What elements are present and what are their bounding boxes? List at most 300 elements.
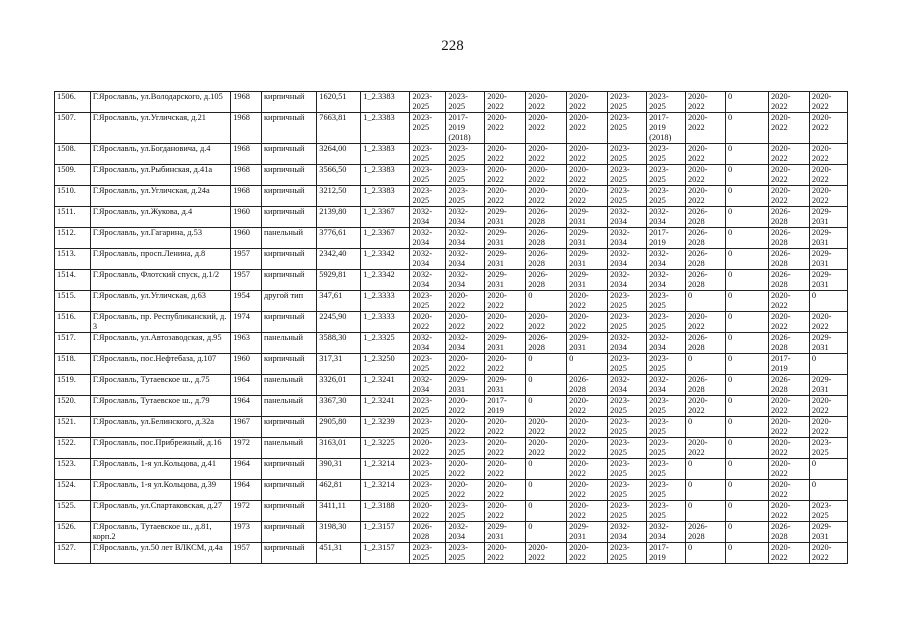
- area-cell: 3411,11: [317, 501, 361, 522]
- period-1-cell: 2023-2025: [410, 92, 446, 113]
- period-5-cell: 2020-2022: [567, 291, 608, 312]
- period-8-cell: 0: [685, 354, 725, 375]
- period-5-cell: 2020-2022: [567, 480, 608, 501]
- period-2-cell: 2020-2022: [446, 417, 485, 438]
- code-cell: 1_2.3241: [361, 375, 410, 396]
- period-8-cell: 0: [685, 501, 725, 522]
- year-built-cell: 1964: [231, 480, 262, 501]
- code-cell: 1_2.3342: [361, 270, 410, 291]
- row-number-cell: 1524.: [55, 480, 91, 501]
- period-9-cell: 0: [725, 113, 768, 144]
- period-3-cell: 2029-2031: [485, 375, 526, 396]
- period-2-cell: 2020-2022: [446, 396, 485, 417]
- period-6-cell: 2023-2025: [608, 144, 647, 165]
- period-10-cell: 2020-2022: [768, 144, 809, 165]
- period-11-cell: 0: [809, 480, 847, 501]
- period-8-cell: 2020-2022: [685, 438, 725, 459]
- period-8-cell: 0: [685, 291, 725, 312]
- code-cell: 1_2.3342: [361, 249, 410, 270]
- row-number-cell: 1518.: [55, 354, 91, 375]
- wall-material-cell: кирпичный: [261, 186, 316, 207]
- period-1-cell: 2023-2025: [410, 354, 446, 375]
- period-2-cell: 2032-2034: [446, 228, 485, 249]
- period-7-cell: 2032-2034: [647, 270, 686, 291]
- period-6-cell: 2023-2025: [608, 186, 647, 207]
- year-built-cell: 1960: [231, 228, 262, 249]
- area-cell: 2342,40: [317, 249, 361, 270]
- period-9-cell: 0: [725, 333, 768, 354]
- period-4-cell: 2020-2022: [526, 113, 567, 144]
- year-built-cell: 1968: [231, 144, 262, 165]
- table-row: [55, 165, 848, 186]
- period-11-cell: 2029-2031: [809, 249, 847, 270]
- address-cell: Г.Ярославль, пос.Прибрежный, д.16: [90, 438, 230, 459]
- row-number-cell: 1508.: [55, 144, 91, 165]
- row-number-cell: 1526.: [55, 522, 91, 543]
- period-2-cell: 2020-2022: [446, 480, 485, 501]
- period-3-cell: 2029-2031: [485, 207, 526, 228]
- table-row: [55, 480, 848, 501]
- period-8-cell: 2026-2028: [685, 249, 725, 270]
- address-cell: Г.Ярославль, пр. Республиканский, д. 3: [90, 312, 230, 333]
- table-body: [55, 92, 848, 564]
- address-cell: Г.Ярославль, ул.Гагарина, д.53: [90, 228, 230, 249]
- period-7-cell: 2017-2019 (2018): [647, 113, 686, 144]
- period-10-cell: 2020-2022: [768, 501, 809, 522]
- period-8-cell: 0: [685, 417, 725, 438]
- year-built-cell: 1957: [231, 270, 262, 291]
- period-5-cell: 2020-2022: [567, 92, 608, 113]
- period-3-cell: 2020-2022: [485, 480, 526, 501]
- row-number-cell: 1511.: [55, 207, 91, 228]
- wall-material-cell: кирпичный: [261, 207, 316, 228]
- period-1-cell: 2023-2025: [410, 165, 446, 186]
- period-3-cell: 2029-2031: [485, 228, 526, 249]
- period-8-cell: 2026-2028: [685, 522, 725, 543]
- period-9-cell: 0: [725, 291, 768, 312]
- period-7-cell: 2032-2034: [647, 522, 686, 543]
- year-built-cell: 1957: [231, 543, 262, 564]
- period-11-cell: 2020-2022: [809, 543, 847, 564]
- period-11-cell: 0: [809, 354, 847, 375]
- period-8-cell: 2020-2022: [685, 144, 725, 165]
- period-3-cell: 2020-2022: [485, 113, 526, 144]
- period-10-cell: 2020-2022: [768, 92, 809, 113]
- code-cell: 1_2.3157: [361, 543, 410, 564]
- year-built-cell: 1972: [231, 438, 262, 459]
- period-6-cell: 2032-2034: [608, 375, 647, 396]
- period-10-cell: 2020-2022: [768, 165, 809, 186]
- period-6-cell: 2023-2025: [608, 312, 647, 333]
- period-10-cell: 2020-2022: [768, 417, 809, 438]
- row-number-cell: 1519.: [55, 375, 91, 396]
- period-4-cell: 0: [526, 501, 567, 522]
- period-5-cell: 2020-2022: [567, 165, 608, 186]
- wall-material-cell: кирпичный: [261, 92, 316, 113]
- wall-material-cell: кирпичный: [261, 312, 316, 333]
- area-cell: 451,31: [317, 543, 361, 564]
- year-built-cell: 1967: [231, 417, 262, 438]
- address-cell: Г.Ярославль, ул.Богдановича, д.4: [90, 144, 230, 165]
- period-6-cell: 2023-2025: [608, 113, 647, 144]
- row-number-cell: 1525.: [55, 501, 91, 522]
- period-5-cell: 2029-2031: [567, 522, 608, 543]
- wall-material-cell: кирпичный: [261, 113, 316, 144]
- period-6-cell: 2023-2025: [608, 501, 647, 522]
- period-9-cell: 0: [725, 92, 768, 113]
- area-cell: 317,31: [317, 354, 361, 375]
- period-1-cell: 2032-2034: [410, 333, 446, 354]
- period-4-cell: 0: [526, 375, 567, 396]
- table-row: [55, 438, 848, 459]
- year-built-cell: 1968: [231, 113, 262, 144]
- wall-material-cell: панельный: [261, 375, 316, 396]
- period-4-cell: 0: [526, 459, 567, 480]
- area-cell: 3367,30: [317, 396, 361, 417]
- period-5-cell: 2020-2022: [567, 113, 608, 144]
- table-row: [55, 207, 848, 228]
- period-4-cell: 2020-2022: [526, 312, 567, 333]
- area-cell: 390,31: [317, 459, 361, 480]
- period-11-cell: 2020-2022: [809, 113, 847, 144]
- period-1-cell: 2032-2034: [410, 375, 446, 396]
- address-cell: Г.Ярославль, Тутаевское ш., д.75: [90, 375, 230, 396]
- wall-material-cell: кирпичный: [261, 522, 316, 543]
- period-7-cell: 2032-2034: [647, 249, 686, 270]
- year-built-cell: 1972: [231, 501, 262, 522]
- period-5-cell: 2026-2028: [567, 375, 608, 396]
- table-row: [55, 113, 848, 144]
- row-number-cell: 1521.: [55, 417, 91, 438]
- period-5-cell: 2020-2022: [567, 312, 608, 333]
- period-7-cell: 2023-2025: [647, 354, 686, 375]
- period-8-cell: 0: [685, 459, 725, 480]
- area-cell: 7663,81: [317, 113, 361, 144]
- period-11-cell: 2029-2031: [809, 333, 847, 354]
- year-built-cell: 1960: [231, 207, 262, 228]
- period-6-cell: 2032-2034: [608, 522, 647, 543]
- period-1-cell: 2020-2022: [410, 501, 446, 522]
- code-cell: 1_2.3383: [361, 113, 410, 144]
- period-2-cell: 2023-2025: [446, 543, 485, 564]
- period-7-cell: 2023-2025: [647, 165, 686, 186]
- area-cell: 347,61: [317, 291, 361, 312]
- area-cell: 3198,30: [317, 522, 361, 543]
- address-cell: Г.Ярославль, ул.Рыбинская, д.41а: [90, 165, 230, 186]
- period-4-cell: 2020-2022: [526, 438, 567, 459]
- period-4-cell: 2026-2028: [526, 249, 567, 270]
- period-1-cell: 2023-2025: [410, 396, 446, 417]
- period-6-cell: 2032-2034: [608, 333, 647, 354]
- period-9-cell: 0: [725, 522, 768, 543]
- period-9-cell: 0: [725, 459, 768, 480]
- period-7-cell: 2023-2025: [647, 144, 686, 165]
- row-number-cell: 1515.: [55, 291, 91, 312]
- table-row: [55, 543, 848, 564]
- year-built-cell: 1954: [231, 291, 262, 312]
- period-8-cell: 2020-2022: [685, 92, 725, 113]
- period-6-cell: 2023-2025: [608, 291, 647, 312]
- period-9-cell: 0: [725, 165, 768, 186]
- year-built-cell: 1968: [231, 186, 262, 207]
- period-10-cell: 2026-2028: [768, 249, 809, 270]
- period-5-cell: 2020-2022: [567, 144, 608, 165]
- period-1-cell: 2020-2022: [410, 312, 446, 333]
- period-3-cell: 2020-2022: [485, 459, 526, 480]
- period-5-cell: 2020-2022: [567, 417, 608, 438]
- row-number-cell: 1523.: [55, 459, 91, 480]
- period-7-cell: 2017-2019: [647, 228, 686, 249]
- period-1-cell: 2032-2034: [410, 207, 446, 228]
- period-2-cell: 2017-2019 (2018): [446, 113, 485, 144]
- period-2-cell: 2032-2034: [446, 249, 485, 270]
- wall-material-cell: другой тип: [261, 291, 316, 312]
- period-11-cell: 2029-2031: [809, 207, 847, 228]
- period-8-cell: 2020-2022: [685, 312, 725, 333]
- period-9-cell: 0: [725, 501, 768, 522]
- address-cell: Г.Ярославль, ул.50 лет ВЛКСМ, д.4а: [90, 543, 230, 564]
- period-5-cell: 2029-2031: [567, 207, 608, 228]
- period-3-cell: 2020-2022: [485, 165, 526, 186]
- period-10-cell: 2017-2019: [768, 354, 809, 375]
- area-cell: 2139,80: [317, 207, 361, 228]
- table-row: [55, 417, 848, 438]
- period-1-cell: 2032-2034: [410, 249, 446, 270]
- area-cell: 2905,80: [317, 417, 361, 438]
- period-9-cell: 0: [725, 438, 768, 459]
- period-4-cell: 0: [526, 396, 567, 417]
- wall-material-cell: кирпичный: [261, 480, 316, 501]
- period-9-cell: 0: [725, 417, 768, 438]
- period-6-cell: 2023-2025: [608, 480, 647, 501]
- address-cell: Г.Ярославль, Тутаевское ш., д.81, корп.2: [90, 522, 230, 543]
- row-number-cell: 1527.: [55, 543, 91, 564]
- table-row: [55, 354, 848, 375]
- period-2-cell: 2020-2022: [446, 312, 485, 333]
- period-9-cell: 0: [725, 249, 768, 270]
- period-1-cell: 2020-2022: [410, 438, 446, 459]
- period-8-cell: 2020-2022: [685, 165, 725, 186]
- period-2-cell: 2023-2025: [446, 165, 485, 186]
- table-row: [55, 333, 848, 354]
- table-row: [55, 144, 848, 165]
- period-11-cell: 2020-2022: [809, 417, 847, 438]
- period-8-cell: 2026-2028: [685, 228, 725, 249]
- table-row: [55, 312, 848, 333]
- period-6-cell: 2032-2034: [608, 228, 647, 249]
- area-cell: 1620,51: [317, 92, 361, 113]
- period-11-cell: 2029-2031: [809, 375, 847, 396]
- period-2-cell: 2020-2022: [446, 291, 485, 312]
- period-6-cell: 2023-2025: [608, 354, 647, 375]
- row-number-cell: 1506.: [55, 92, 91, 113]
- period-10-cell: 2026-2028: [768, 270, 809, 291]
- period-6-cell: 2023-2025: [608, 92, 647, 113]
- period-3-cell: 2029-2031: [485, 333, 526, 354]
- building-repair-table: [54, 91, 848, 564]
- wall-material-cell: кирпичный: [261, 249, 316, 270]
- period-9-cell: 0: [725, 312, 768, 333]
- period-8-cell: 2026-2028: [685, 375, 725, 396]
- period-10-cell: 2026-2028: [768, 228, 809, 249]
- year-built-cell: 1963: [231, 333, 262, 354]
- year-built-cell: 1973: [231, 522, 262, 543]
- address-cell: Г.Ярославль, Флотский спуск, д.1/2: [90, 270, 230, 291]
- period-8-cell: 2026-2028: [685, 333, 725, 354]
- period-7-cell: 2032-2034: [647, 333, 686, 354]
- period-3-cell: 2020-2022: [485, 501, 526, 522]
- period-6-cell: 2032-2034: [608, 249, 647, 270]
- period-5-cell: 2020-2022: [567, 186, 608, 207]
- period-10-cell: 2020-2022: [768, 186, 809, 207]
- wall-material-cell: кирпичный: [261, 417, 316, 438]
- period-11-cell: 2020-2022: [809, 92, 847, 113]
- period-11-cell: 0: [809, 291, 847, 312]
- row-number-cell: 1517.: [55, 333, 91, 354]
- period-4-cell: 0: [526, 291, 567, 312]
- period-9-cell: 0: [725, 543, 768, 564]
- wall-material-cell: кирпичный: [261, 501, 316, 522]
- area-cell: 3163,01: [317, 438, 361, 459]
- address-cell: Г.Ярославль, 1-я ул.Кольцова, д.39: [90, 480, 230, 501]
- code-cell: 1_2.3383: [361, 144, 410, 165]
- period-6-cell: 2032-2034: [608, 207, 647, 228]
- year-built-cell: 1964: [231, 396, 262, 417]
- code-cell: 1_2.3383: [361, 92, 410, 113]
- period-6-cell: 2023-2025: [608, 459, 647, 480]
- wall-material-cell: панельный: [261, 438, 316, 459]
- period-4-cell: 2020-2022: [526, 417, 567, 438]
- year-built-cell: 1964: [231, 459, 262, 480]
- year-built-cell: 1960: [231, 354, 262, 375]
- period-6-cell: 2023-2025: [608, 396, 647, 417]
- period-9-cell: 0: [725, 144, 768, 165]
- period-11-cell: 2020-2022: [809, 186, 847, 207]
- period-6-cell: 2023-2025: [608, 438, 647, 459]
- code-cell: 1_2.3214: [361, 459, 410, 480]
- table-row: [55, 375, 848, 396]
- address-cell: Г.Ярославль, ул.Спартаковская, д.27: [90, 501, 230, 522]
- code-cell: 1_2.3383: [361, 165, 410, 186]
- period-7-cell: 2023-2025: [647, 92, 686, 113]
- period-11-cell: 2029-2031: [809, 270, 847, 291]
- code-cell: 1_2.3383: [361, 186, 410, 207]
- period-3-cell: 2020-2022: [485, 144, 526, 165]
- period-7-cell: 2023-2025: [647, 501, 686, 522]
- period-1-cell: 2032-2034: [410, 228, 446, 249]
- period-4-cell: 0: [526, 354, 567, 375]
- period-5-cell: 0: [567, 354, 608, 375]
- period-3-cell: 2020-2022: [485, 354, 526, 375]
- period-5-cell: 2029-2031: [567, 270, 608, 291]
- area-cell: 3776,61: [317, 228, 361, 249]
- period-6-cell: 2023-2025: [608, 543, 647, 564]
- year-built-cell: 1968: [231, 165, 262, 186]
- period-2-cell: 2020-2022: [446, 459, 485, 480]
- address-cell: Г.Ярославль, ул.Володарского, д.105: [90, 92, 230, 113]
- period-11-cell: 2023-2025: [809, 438, 847, 459]
- period-4-cell: 2020-2022: [526, 165, 567, 186]
- period-11-cell: 2023-2025: [809, 501, 847, 522]
- period-5-cell: 2020-2022: [567, 459, 608, 480]
- period-9-cell: 0: [725, 228, 768, 249]
- year-built-cell: 1968: [231, 92, 262, 113]
- table-row: [55, 501, 848, 522]
- code-cell: 1_2.3367: [361, 228, 410, 249]
- period-9-cell: 0: [725, 354, 768, 375]
- period-7-cell: 2023-2025: [647, 480, 686, 501]
- period-10-cell: 2020-2022: [768, 438, 809, 459]
- row-number-cell: 1514.: [55, 270, 91, 291]
- year-built-cell: 1957: [231, 249, 262, 270]
- period-4-cell: 2020-2022: [526, 92, 567, 113]
- area-cell: 3566,50: [317, 165, 361, 186]
- area-cell: 5929,81: [317, 270, 361, 291]
- row-number-cell: 1513.: [55, 249, 91, 270]
- period-4-cell: 2026-2028: [526, 228, 567, 249]
- period-2-cell: 2023-2025: [446, 144, 485, 165]
- wall-material-cell: панельный: [261, 396, 316, 417]
- period-1-cell: 2023-2025: [410, 186, 446, 207]
- period-1-cell: 2023-2025: [410, 417, 446, 438]
- page-number: 228: [441, 38, 464, 54]
- period-10-cell: 2026-2028: [768, 333, 809, 354]
- code-cell: 1_2.3250: [361, 354, 410, 375]
- period-3-cell: 2029-2031: [485, 249, 526, 270]
- code-cell: 1_2.3333: [361, 312, 410, 333]
- period-3-cell: 2020-2022: [485, 186, 526, 207]
- period-7-cell: 2023-2025: [647, 312, 686, 333]
- period-10-cell: 2020-2022: [768, 543, 809, 564]
- period-5-cell: 2020-2022: [567, 543, 608, 564]
- period-10-cell: 2026-2028: [768, 375, 809, 396]
- period-11-cell: 2020-2022: [809, 165, 847, 186]
- code-cell: 1_2.3157: [361, 522, 410, 543]
- period-2-cell: 2023-2025: [446, 501, 485, 522]
- period-7-cell: 2023-2025: [647, 438, 686, 459]
- period-10-cell: 2020-2022: [768, 312, 809, 333]
- period-7-cell: 2023-2025: [647, 186, 686, 207]
- period-8-cell: 2020-2022: [685, 186, 725, 207]
- table-row: [55, 459, 848, 480]
- year-built-cell: 1964: [231, 375, 262, 396]
- period-8-cell: 2020-2022: [685, 113, 725, 144]
- row-number-cell: 1510.: [55, 186, 91, 207]
- table-row: [55, 249, 848, 270]
- period-6-cell: 2032-2034: [608, 270, 647, 291]
- period-7-cell: 2017-2019: [647, 543, 686, 564]
- code-cell: 1_2.3214: [361, 480, 410, 501]
- period-2-cell: 2020-2022: [446, 354, 485, 375]
- period-1-cell: 2023-2025: [410, 144, 446, 165]
- table-row: [55, 186, 848, 207]
- period-7-cell: 2032-2034: [647, 375, 686, 396]
- wall-material-cell: кирпичный: [261, 270, 316, 291]
- period-2-cell: 2023-2025: [446, 438, 485, 459]
- address-cell: Г.Ярославль, ул.Автозаводская, д.95: [90, 333, 230, 354]
- wall-material-cell: кирпичный: [261, 543, 316, 564]
- wall-material-cell: кирпичный: [261, 459, 316, 480]
- period-4-cell: 0: [526, 522, 567, 543]
- period-5-cell: 2020-2022: [567, 501, 608, 522]
- table-row: [55, 270, 848, 291]
- address-cell: Г.Ярославль, Тутаевское ш., д.79: [90, 396, 230, 417]
- row-number-cell: 1520.: [55, 396, 91, 417]
- area-cell: 2245,90: [317, 312, 361, 333]
- wall-material-cell: кирпичный: [261, 144, 316, 165]
- period-4-cell: 2020-2022: [526, 543, 567, 564]
- table-row: [55, 522, 848, 543]
